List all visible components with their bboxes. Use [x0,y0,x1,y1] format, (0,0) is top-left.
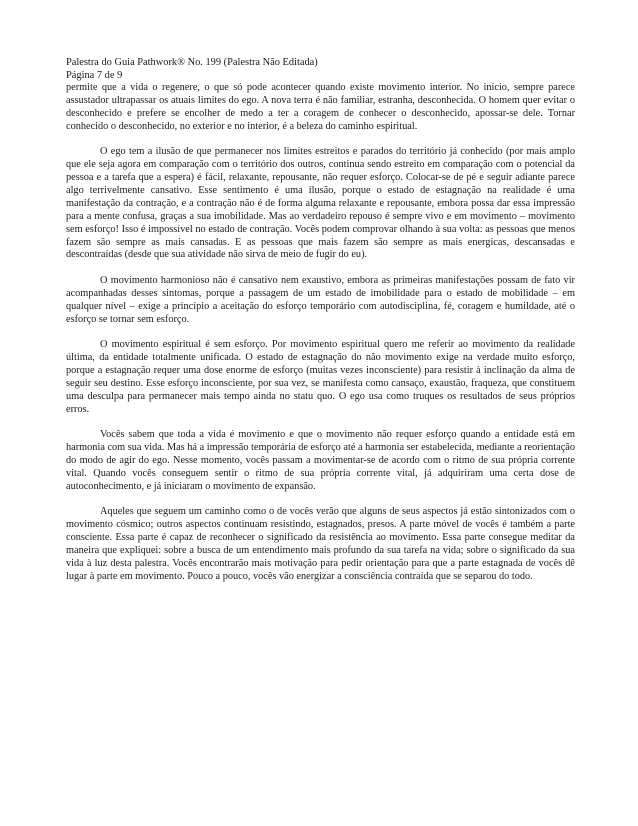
document-body [66,82,575,596]
paragraph-1: permite que a vida o regenere, o que só pode acontecer quando existe movimento interior. No início, sempre parece assustador ultrapassar os atuais limites do ego. A nova terra é não familiar, estranha, desconhecida. O homem quer evitar o desconhecido e prefere se encolher de medo a ter a coragem de conhecer o desconhecido, apossar-se dele. Tornar conhecido o desconhecido, no exterior e no interior, é a beleza do caminho espiritual. [66,82,575,132]
header-title: Palestra do Guia Pathwork® No. 199 (Palestra Não Editada) [66,57,318,68]
paragraph-4: O movimento espiritual é sem esforço. Por movimento espiritual quero me referir ao movimento da realidade última, da entidade totalmente unificada. O estado de estagnação do não movimento exige na verdade muito esforço, porque a estagnação requer uma dose enorme de esforço (muitas vezes inconsciente) para resistir à inclinação da alma de seguir seu destino. Esse esforço inconsciente, por sua vez, se manifesta como cansaço, exaustão, fraqueza, que constituem uma desculpa para permanecer mais tempo ainda no statu quo. O ego usa como truques os resultados de seus próprios erros. [66,339,575,415]
paragraph-2: O ego tem a ilusão de que permanecer nos limites estreitos e parados do território já conhecido (por mais amplo que ele seja agora em comparação com o território dos outros, continua sendo estreito em comparação com o potencial da pessoa e a tarefa que a espera) é fácil, relaxante, repousante, não requer esforço. Colocar-se de pé e seguir adiante parece algo terrivelmente cansativo. Esse sentimento é uma ilusão, porque o estado de estagnação na realidade é uma manifestação da contração, e a contração não é de forma alguma relaxante e repousante, embora possa dar essa impressão para a mente confusa, graças a sua imobilidade. Mas ao verdadeiro repouso é sempre vivo e em movimento – movimento sem esforço! Isso é impossível no estado de contração. Vocês podem comprovar olhando à sua volta: as pessoas que menos fazem são sempre as mais cansadas. E as pessoas que mais fazem são sempre as mais energicas, descansadas e descontraídas (desde que sua atividade não sirva de meio de fugir do eu). [66,146,575,261]
paragraph-6: Aqueles que seguem um caminho como o de vocês verão que alguns de seus aspectos já estão sintonizados com o movimento cósmico; outros aspectos continuam resistindo, estagnados, presos. A parte móvel de vocês é também a parte consciente. Essa parte é capaz de reconhecer o significado da resistência ao movimento. Essa parte consegue meditar da maneira que expliquei: sobre a busca de um entendimento mais profundo da sua tarefa na vida; sobre o significado da sua vida à luz desta palestra. Vocês encontrarão mais motivação para pedir orientação para que a parte estagnada de vocês dê lugar à parte em movimento. Pouco a pouco, vocês vão energizar a consciência contraída que se separou do todo. [66,506,575,582]
page-header [66,57,576,82]
paragraph-3: O movimento harmonioso não é cansativo nem exaustivo, embora as primeiras manifestações possam de fato vir acompanhadas desses sintomas, porque a passagem de um estado de imobilidade para o estado de mobilidade – em qualquer nível – exige a princípio a aceitação do esforço temporário com autodisciplina, fé, coragem e humildade, até o esforço se tornar sem esforço. [66,274,575,325]
page-number: Página 7 de 9 [66,69,123,81]
paragraph-5: Vocês sabem que toda a vida é movimento e que o movimento não requer esforço quando a entidade está em harmonia com sua vida. Mas há a impressão temporária de esforço até a harmonia ser estabelecida, mediante a reorientação do modo de agir do ego. Nesse momento, vocês passam a movimentar-se de acordo com o ritmo de sua própria corrente vital. Quando vocês conseguem sentir o ritmo de sua própria corrente vital, já adquiriram uma certa dose de autoconhecimento, e já iniciaram o movimento de expansão. [66,429,575,492]
